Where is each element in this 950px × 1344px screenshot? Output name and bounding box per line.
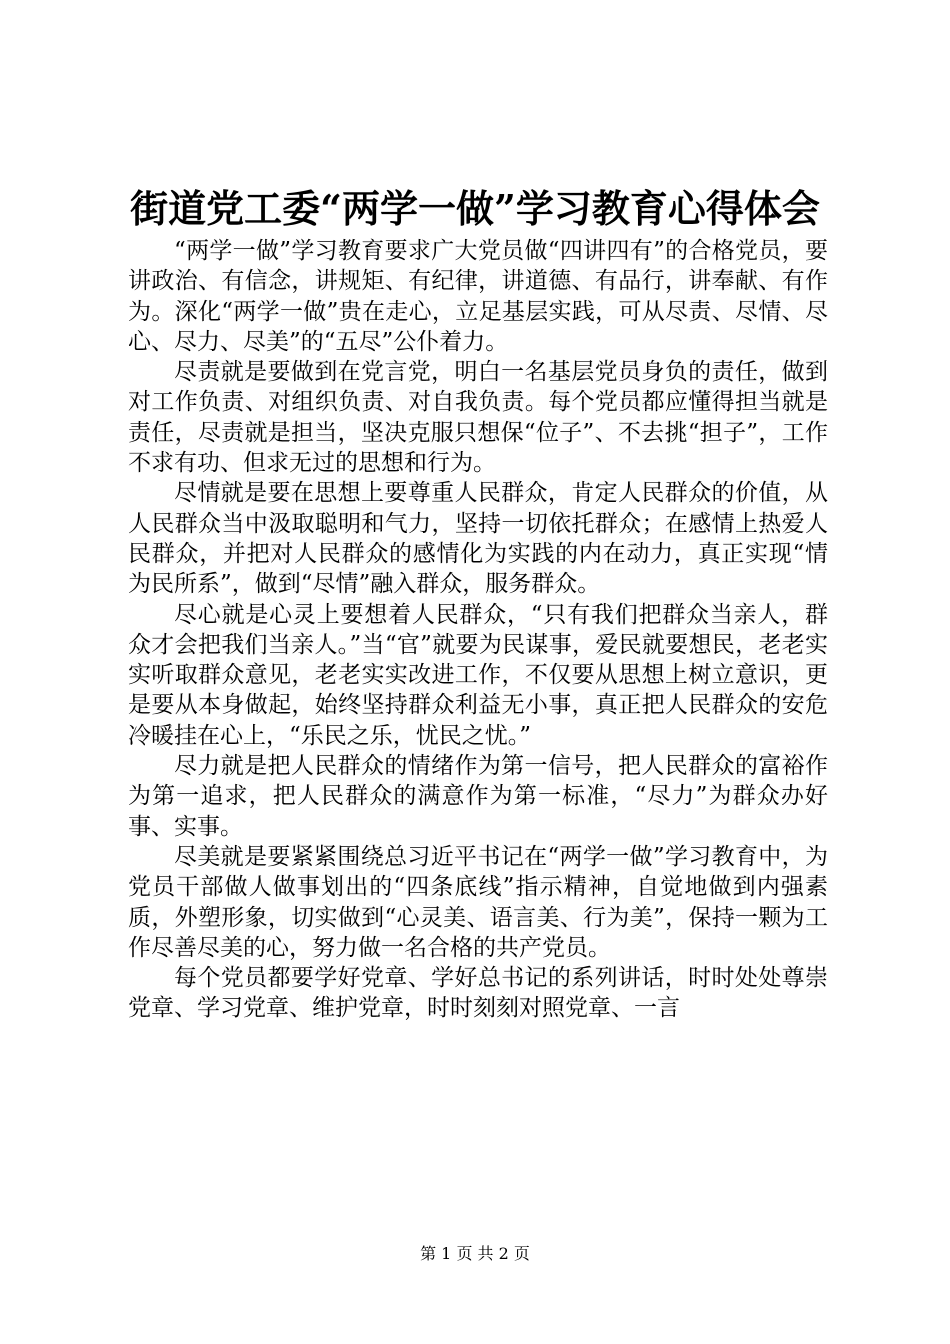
paragraph: “两学一做”学习教育要求广大党员做“四讲四有”的合格党员，要讲政治、有信念，讲规矩、有纪律，讲道德、有品行，讲奉献、有作为。深化“两学一做”贵在走心，立足基层实践，可从尽责、尽情、尽心、尽力、尽美”的“五尽”公仆着力。 [128,238,828,355]
paragraph: 尽情就是要在思想上要尊重人民群众，肯定人民群众的价值，从人民群众当中汲取聪明和气力，坚持一切依托群众；在感情上热爱人民群众，并把对人民群众的感情化为实践的内在动力，真正实现“情为民所系”，做到“尽情”融入群众，服务群众。 [128,480,828,598]
document-title: 街道党工委“两学一做”学习教育心得体会 [130,186,820,231]
paragraph: 每个党员都要学好党章、学好总书记的系列讲话，时时处处尊崇党章、学习党章、维护党章，时时刻刻对照党章、一言 [128,965,828,1022]
document-body [128,236,828,1024]
paragraph: 尽美就是要紧紧围绕总习近平书记在“两学一做”学习教育中，为党员干部做人做事划出的“四条底线”指示精神，自觉地做到内强素质，外塑形象，切实做到“心灵美、语言美、行为美”，保持一颗为工作尽善尽美的心，努力做一名合格的共产党员。 [128,843,828,961]
paragraph: 尽心就是心灵上要想着人民群众，“只有我们把群众当亲人，群众才会把我们当亲人。”当“官”就要为民谋事，爱民就要想民，老老实实听取群众意见，老老实实改进工作，不仅要从思想上树立意识，更是要从本身做起，始终坚持群众利益无小事，真正把人民群众的安危冷暖挂在心上，“乐民之乐，忧民之忧。” [128,601,828,749]
paragraph: 尽责就是要做到在党言党，明白一名基层党员身负的责任，做到对工作负责、对组织负责、对自我负责。每个党员都应懂得担当就是责任，尽责就是担当，坚决克服只想保“位子”、不去挑“担子”，工作不求有功、但求无过的思想和行为。 [128,359,828,477]
paragraph: 尽力就是把人民群众的情绪作为第一信号，把人民群众的富裕作为第一追求，把人民群众的满意作为第一标准，“尽力”为群众办好事、实事。 [128,753,828,840]
page-footer: 第 1 页 共 2 页 [420,1244,530,1263]
